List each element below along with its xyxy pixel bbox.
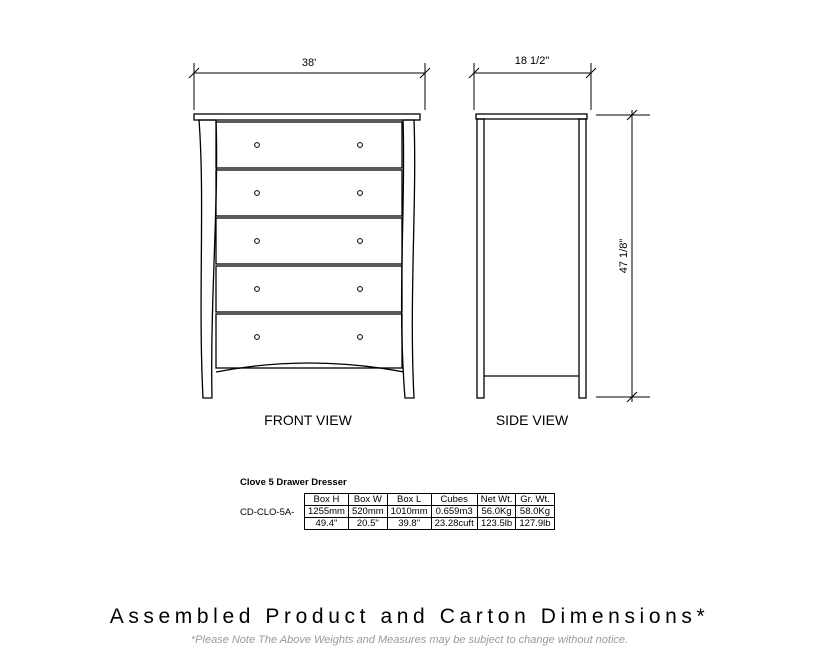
table-cell: 520mm <box>348 506 387 518</box>
table-header-row <box>305 494 555 506</box>
height-label: 47 1/8" <box>618 238 630 274</box>
product-title: Clove 5 Drawer Dresser <box>240 477 347 488</box>
drawer-front <box>216 314 402 368</box>
side-top <box>476 114 587 119</box>
drawer-knob <box>358 287 363 292</box>
header-box-l: Box L <box>387 494 431 506</box>
drawer-fronts <box>216 122 402 368</box>
drawer-knob <box>358 239 363 244</box>
carton-dimensions-table <box>304 493 555 530</box>
header-box-w: Box W <box>348 494 387 506</box>
front-width-dimension <box>189 63 430 110</box>
table-row <box>305 518 555 530</box>
disclaimer-text: *Please Note The Above Weights and Measures may be subject to change without notice. <box>190 634 629 646</box>
table-cell: 1010mm <box>387 506 431 518</box>
header-net-wt: Net Wt. <box>477 494 516 506</box>
front-view-label: FRONT VIEW <box>264 412 352 428</box>
header-cubes: Cubes <box>431 494 477 506</box>
header-box-h: Box H <box>305 494 349 506</box>
right-leg <box>402 120 415 398</box>
main-heading: Assembled Product and Carton Dimensions* <box>109 605 710 628</box>
side-front-post <box>477 119 484 398</box>
front-width-label: 38' <box>301 57 317 69</box>
drawer-knob <box>358 191 363 196</box>
drawer-front <box>216 122 402 168</box>
table-row <box>305 506 555 518</box>
table-cell: 56.0Kg <box>477 506 516 518</box>
sku-label: CD-CLO-5A- <box>240 507 295 518</box>
drawer-knob <box>358 335 363 340</box>
drawer-knob <box>255 335 260 340</box>
drawer-knob <box>255 143 260 148</box>
side-view <box>476 114 587 398</box>
drawer-front <box>216 218 402 264</box>
drawer-front <box>216 266 402 312</box>
table-cell: 23.28cuft <box>431 518 477 530</box>
table-cell: 123.5lb <box>477 518 516 530</box>
side-depth-dimension <box>469 63 596 110</box>
side-back-post <box>579 119 586 398</box>
drawer-front <box>216 170 402 216</box>
front-top <box>194 114 420 120</box>
header-gr-wt: Gr. Wt. <box>516 494 554 506</box>
table-cell: 39.8" <box>387 518 431 530</box>
drawer-knob <box>255 191 260 196</box>
table-cell: 49.4" <box>305 518 349 530</box>
side-depth-label: 18 1/2" <box>514 55 550 67</box>
left-leg <box>199 120 217 398</box>
table-cell: 58.0Kg <box>516 506 554 518</box>
table-cell: 20.5" <box>348 518 387 530</box>
front-view <box>194 114 420 398</box>
side-view-label: SIDE VIEW <box>495 412 569 428</box>
table-cell: 127.9lb <box>516 518 554 530</box>
drawer-knob <box>255 287 260 292</box>
drawer-knob <box>358 143 363 148</box>
table-cell: 1255mm <box>305 506 349 518</box>
table-cell: 0.659m3 <box>431 506 477 518</box>
drawer-knob <box>255 239 260 244</box>
